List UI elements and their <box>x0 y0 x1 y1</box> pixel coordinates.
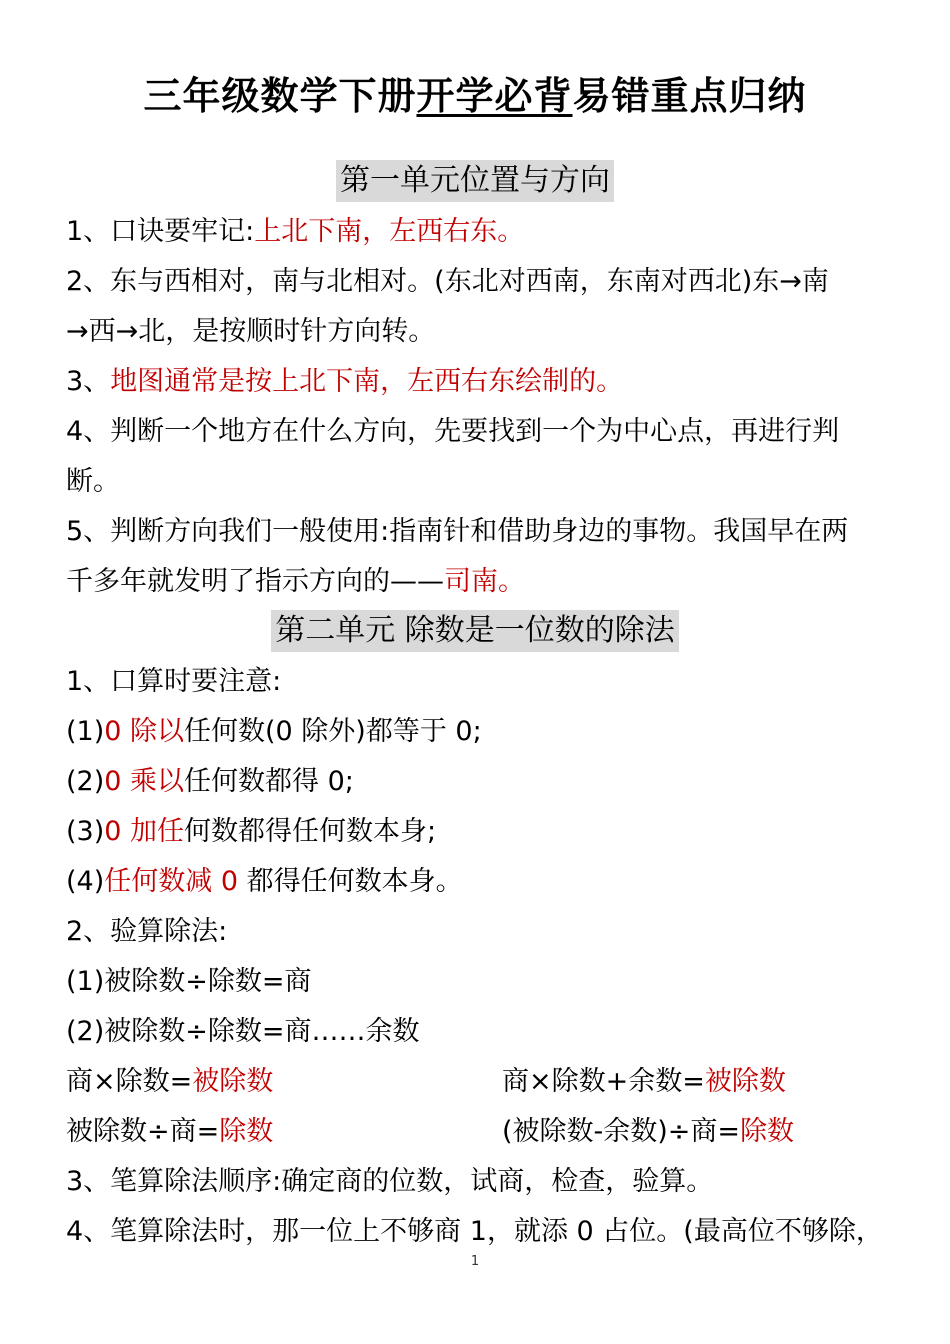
sub-number: (4) <box>66 866 105 897</box>
formula-check-2 <box>502 1064 786 1100</box>
unit2-item-2-sub-2: (2)被除数÷除数=商……余数 <box>66 1016 420 1047</box>
formula-text: 商×除数+余数= <box>502 1066 705 1097</box>
title-part-2-underlined: 开学必背 <box>416 74 573 118</box>
unit1-item-2-line-2: →西→北，是按顺时针方向转。 <box>66 316 436 347</box>
formula-result: 被除数 <box>192 1066 274 1097</box>
unit1-item-3-number: 3、 <box>66 366 111 397</box>
formula-check-1 <box>66 1064 273 1100</box>
unit2-heading <box>0 610 950 652</box>
unit2-item-2-sub-1: (1)被除数÷除数=商 <box>66 966 312 997</box>
formula-check-3 <box>66 1114 273 1150</box>
unit1-heading-text: 第一单元位置与方向 <box>336 160 614 202</box>
sub-highlight: 0 除以 <box>104 716 185 747</box>
unit2-item-4: 4、笔算除法时，那一位上不够商 1，就添 0 占位。(最高位不够除， <box>66 1216 883 1247</box>
unit1-item-4-line-1: 4、判断一个地方在什么方向，先要找到一个为中心点，再进行判 <box>66 416 840 447</box>
sub-number: (1) <box>66 716 105 747</box>
page-title <box>0 70 950 122</box>
sub-highlight: 0 加任 <box>104 816 185 847</box>
unit1-item-1-text: 1、口诀要牢记: <box>66 216 255 247</box>
page-number: 1 <box>470 1254 480 1269</box>
formula-text: 被除数÷商= <box>66 1116 220 1147</box>
unit2-item-1: 1、口算时要注意: <box>66 666 282 697</box>
sub-text: 都得任何数本身。 <box>238 866 463 897</box>
unit1-item-5-line-1: 5、判断方向我们一般使用:指南针和借助身边的事物。我国早在两 <box>66 516 849 547</box>
unit1-item-1 <box>66 214 524 250</box>
unit2-item-1-sub-2 <box>66 764 354 800</box>
sub-text: 任何数(0 除外)都等于 0; <box>184 716 482 747</box>
unit2-item-1-sub-1 <box>66 714 482 750</box>
formula-result: 除数 <box>219 1116 274 1147</box>
unit1-item-5-line-2 <box>66 564 525 600</box>
unit1-item-3 <box>66 364 623 400</box>
unit2-item-2: 2、验算除法: <box>66 916 228 947</box>
unit1-item-4-line-2: 断。 <box>66 466 120 497</box>
formula-result: 被除数 <box>704 1066 786 1097</box>
formula-check-4 <box>502 1114 794 1150</box>
unit1-heading <box>0 160 950 202</box>
unit1-item-2-line-1: 2、东与西相对，南与北相对。(东北对西南，东南对西北)东→南 <box>66 266 829 297</box>
unit1-item-3-highlight: 地图通常是按上北下南，左西右东绘制的。 <box>110 366 624 397</box>
unit2-item-1-sub-3 <box>66 814 436 850</box>
sub-highlight: 任何数减 0 <box>104 866 239 897</box>
formula-text: (被除数-余数)÷商= <box>502 1116 741 1147</box>
unit1-item-5-text: 千多年就发明了指示方向的—— <box>66 566 444 597</box>
title-part-3: 易错重点归纳 <box>572 74 807 118</box>
sub-text: 何数都得任何数本身; <box>184 816 437 847</box>
sub-highlight: 0 乘以 <box>104 766 185 797</box>
unit2-heading-text: 第二单元 除数是一位数的除法 <box>271 610 679 652</box>
sub-number: (3) <box>66 816 105 847</box>
sub-text: 任何数都得 0; <box>184 766 354 797</box>
formula-text: 商×除数= <box>66 1066 193 1097</box>
unit2-item-3: 3、笔算除法顺序:确定商的位数，试商，检查，验算。 <box>66 1166 714 1197</box>
unit1-item-1-highlight: 上北下南，左西右东。 <box>254 216 525 247</box>
unit1-item-5-highlight: 司南。 <box>444 566 525 597</box>
formula-result: 除数 <box>740 1116 795 1147</box>
title-part-1: 三年级数学下册 <box>143 74 417 118</box>
unit2-item-1-sub-4 <box>66 864 463 900</box>
sub-number: (2) <box>66 766 105 797</box>
